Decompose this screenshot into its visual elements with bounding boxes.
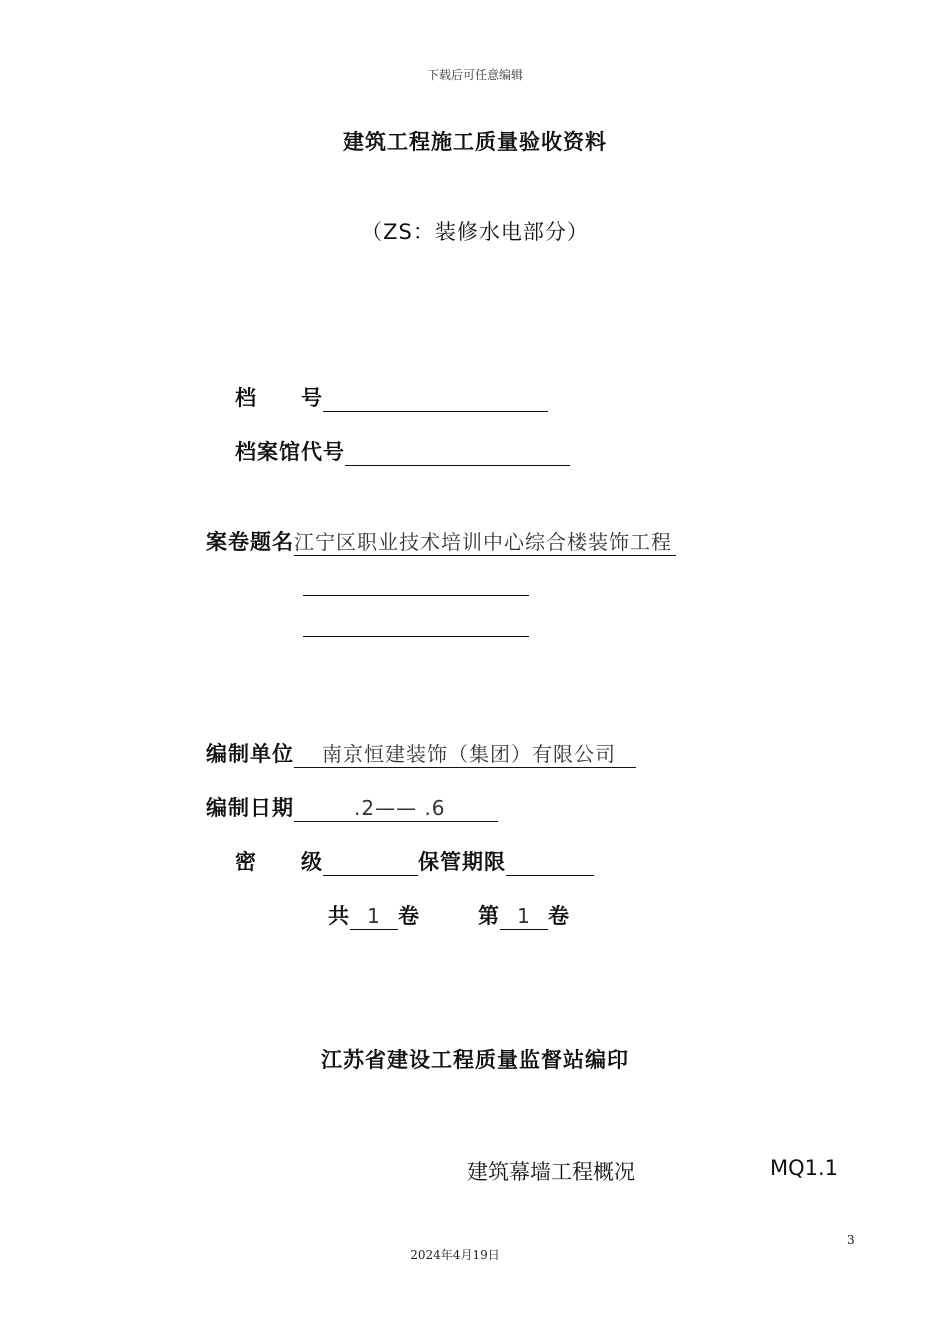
case-title-extra-line-2[interactable] xyxy=(303,636,529,637)
total-label: 共 xyxy=(328,904,350,928)
case-title-label: 案卷题名 xyxy=(206,530,294,554)
secret-blank[interactable] xyxy=(323,851,418,876)
volume-total xyxy=(328,900,420,930)
section-title: 建筑幕墙工程概况 xyxy=(467,1160,635,1184)
case-title-row xyxy=(206,526,676,556)
date-row xyxy=(206,792,498,822)
archive-code-row xyxy=(235,436,570,466)
keep-blank[interactable] xyxy=(506,851,594,876)
document-title: 建筑工程施工质量验收资料 xyxy=(343,130,607,154)
document-subtitle: （ZS：装修水电部分） xyxy=(361,220,589,244)
case-title-value[interactable]: 江宁区职业技术培训中心综合楼装饰工程 xyxy=(294,529,676,556)
archive-no-label: 档 号 xyxy=(235,386,323,410)
page-number: 3 xyxy=(847,1233,855,1247)
footer-date: 2024年4月19日 xyxy=(410,1248,500,1262)
volume-index xyxy=(478,900,570,930)
compiler-label: 编制单位 xyxy=(206,742,294,766)
secret-keep-row xyxy=(235,846,594,876)
archive-no-blank[interactable] xyxy=(323,387,548,412)
volume-unit: 卷 xyxy=(398,904,420,928)
compiler-row xyxy=(206,738,636,768)
section-code: MQ1.1 xyxy=(770,1156,839,1180)
footer-organization: 江苏省建设工程质量监督站编印 xyxy=(321,1048,629,1072)
index-label: 第 xyxy=(478,904,500,928)
compiler-value[interactable]: 南京恒建装饰（集团）有限公司 xyxy=(294,741,636,768)
archive-code-blank[interactable] xyxy=(345,441,570,466)
case-title-extra-line-1[interactable] xyxy=(303,595,529,596)
secret-label: 密 级 xyxy=(235,850,323,874)
volume-unit-2: 卷 xyxy=(548,904,570,928)
keep-label: 保管期限 xyxy=(418,850,506,874)
date-label: 编制日期 xyxy=(206,796,294,820)
total-value[interactable]: 1 xyxy=(350,903,398,930)
archive-code-label: 档案馆代号 xyxy=(235,440,345,464)
archive-no-row xyxy=(235,382,548,412)
header-note: 下载后可任意编辑 xyxy=(426,68,523,82)
date-value[interactable]: .2—— .6 xyxy=(294,795,498,822)
index-value[interactable]: 1 xyxy=(500,903,548,930)
